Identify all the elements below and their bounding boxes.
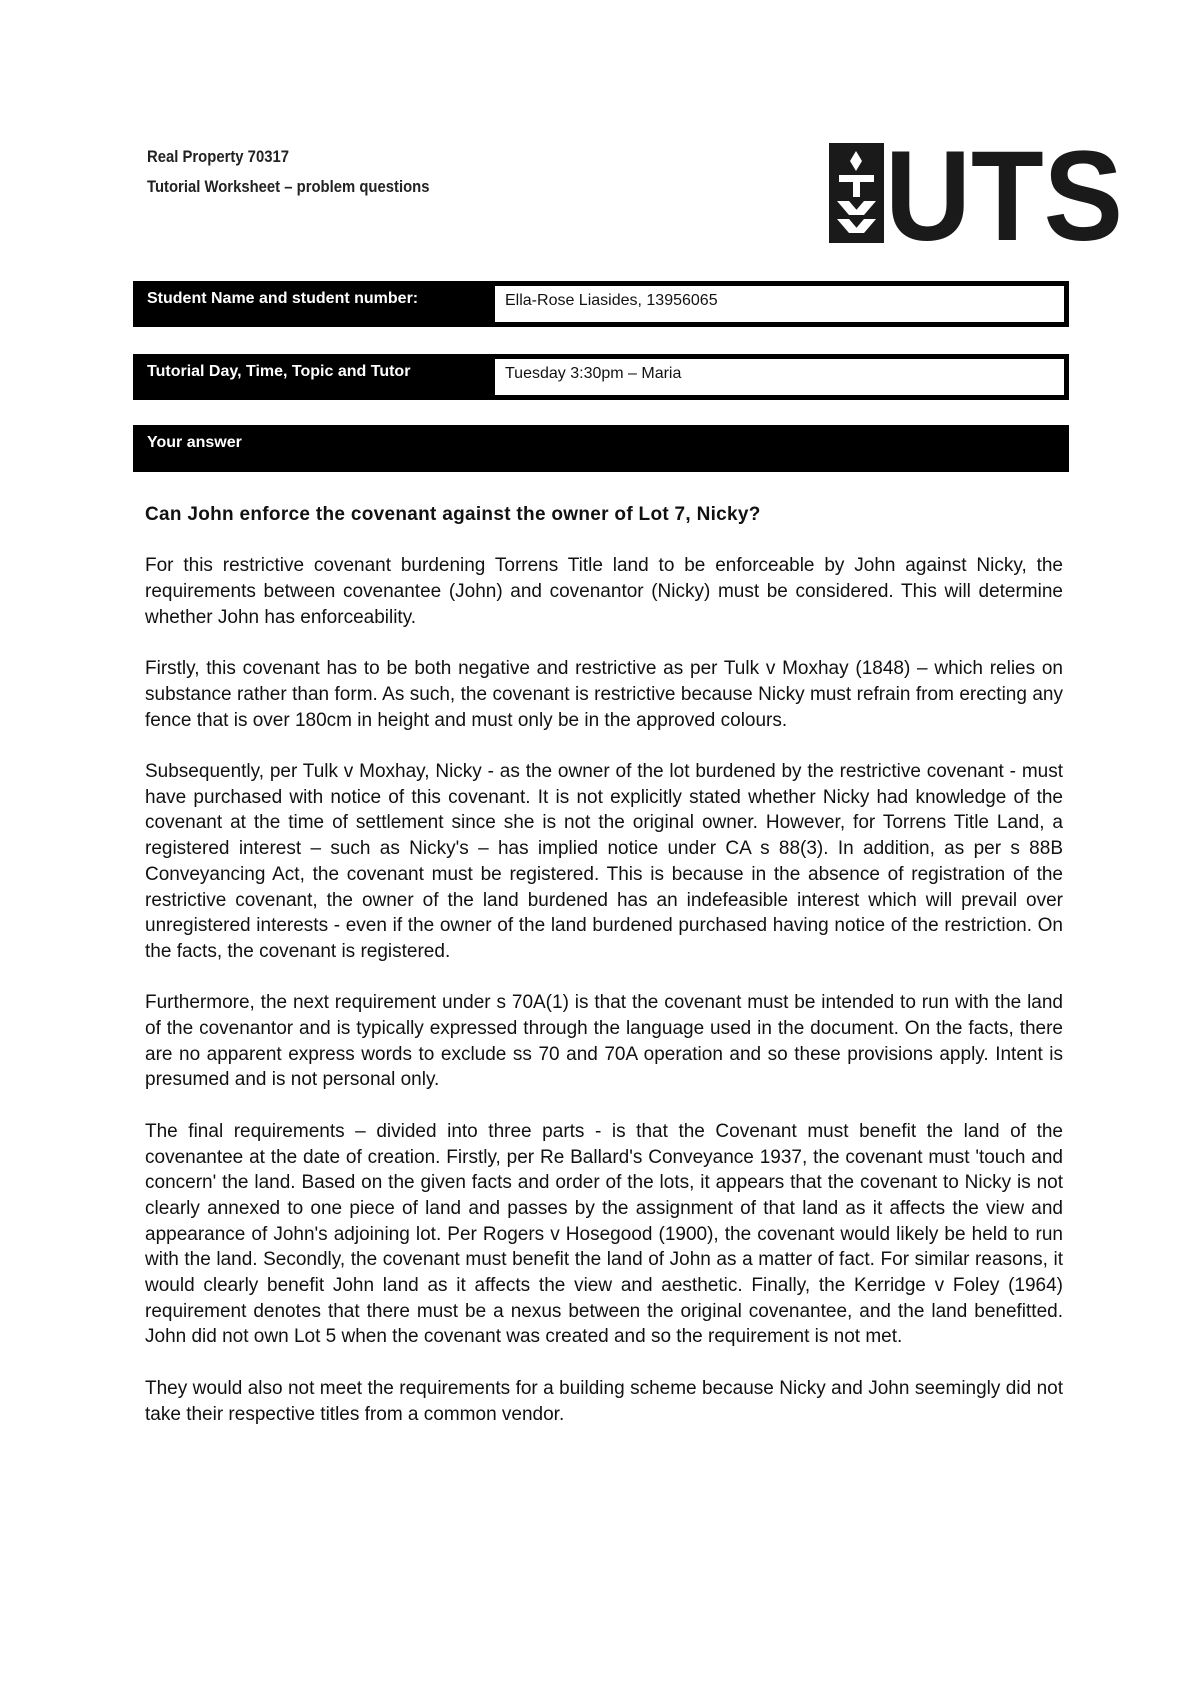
answer-paragraph: They would also not meet the requirements for a building scheme because Nicky and John seemingly did not take their respective titles from a common vendor. — [145, 1377, 1063, 1425]
answer-paragraph: Subsequently, per Tulk v Moxhay, Nicky - as the owner of the lot burdened by the restrictive covenant - must have purchased with notice of this covenant. It is not explicitly stated whether Nicky had knowledge of the covenant at the time of settlement since she is not the original owner. However, for Torrens Title Land, a registered interest – such as Nicky's – has implied notice under CA s 88(3). In addition, as per s 88B Conveyancing Act, the covenant must be registered. This is because in the absence of registration of the restrictive covenant, the owner of the land burdened has an indefeasible interest which will prevail over unregistered interests - even if the owner of the land burdened purchased having notice of the restriction. On the facts, the covenant is registered. — [145, 760, 1063, 962]
tutorial-field[interactable]: Tuesday 3:30pm – Maria — [495, 357, 1066, 397]
question-heading: Can John enforce the covenant against the owner of Lot 7, Nicky? — [145, 504, 761, 525]
course-title: Real Property 70317 — [147, 148, 289, 166]
student-row — [133, 281, 1069, 327]
logo-text: UTS — [885, 143, 1123, 243]
answer-label: Your answer — [147, 434, 242, 451]
tutorial-row — [133, 354, 1069, 400]
student-label: Student Name and student number: — [147, 290, 419, 307]
uts-logo — [829, 143, 1124, 243]
answer-paragraph: Furthermore, the next requirement under s 70A(1) is that the covenant must be intended to run with the land of the covenantor and is typically expressed through the language used in the document. On the facts, there are no apparent express words to exclude ss 70 and 70A operation and so these provisions apply. Intent is presumed and is not personal only. — [145, 992, 1063, 1091]
answer-paragraph: The final requirements – divided into three parts - is that the Covenant must benefit the land of the covenantee at the date of creation. Firstly, per Re Ballard's Conveyance 1937, the covenant must 'touch and concern' the land. Based on the given facts and order of the lots, it appears that the covenant to Nicky is not clearly annexed to one piece of land and passes by the assignment of that land as it affects the view and appearance of John's adjoining lot. Per Rogers v Hosegood (1900), the covenant would likely be held to run with the land. Secondly, the covenant must benefit the land of John as a matter of fact. For similar reasons, it would clearly benefit John land as it affects the view and aesthetic. Finally, the Kerridge v Foley (1964) requirement denotes that there must be a nexus between the original covenantee, and the land benefitted. John did not own Lot 5 when the covenant was created and so the requirement is not met. — [145, 1120, 1063, 1348]
tutorial-label: Tutorial Day, Time, Topic and Tutor — [147, 363, 411, 380]
answer-paragraph: For this restrictive covenant burdening Torrens Title land to be enforceable by John against Nicky, the requirements between covenantee (John) and covenantor (Nicky) must be considered. This will determine whether John has enforceability. — [145, 555, 1063, 628]
student-field[interactable]: Ella-Rose Liasides, 13956065 — [495, 284, 1066, 324]
answer-paragraph: Firstly, this covenant has to be both negative and restrictive as per Tulk v Moxhay (1848) – which relies on substance rather than form. As such, the covenant is restrictive because Nicky must refrain from erecting any fence that is over 180cm in height and must only be in the approved colours. — [145, 658, 1063, 731]
answer-body — [145, 502, 1063, 1453]
worksheet-title: Tutorial Worksheet – problem questions — [147, 178, 430, 196]
answer-header — [133, 425, 1069, 472]
